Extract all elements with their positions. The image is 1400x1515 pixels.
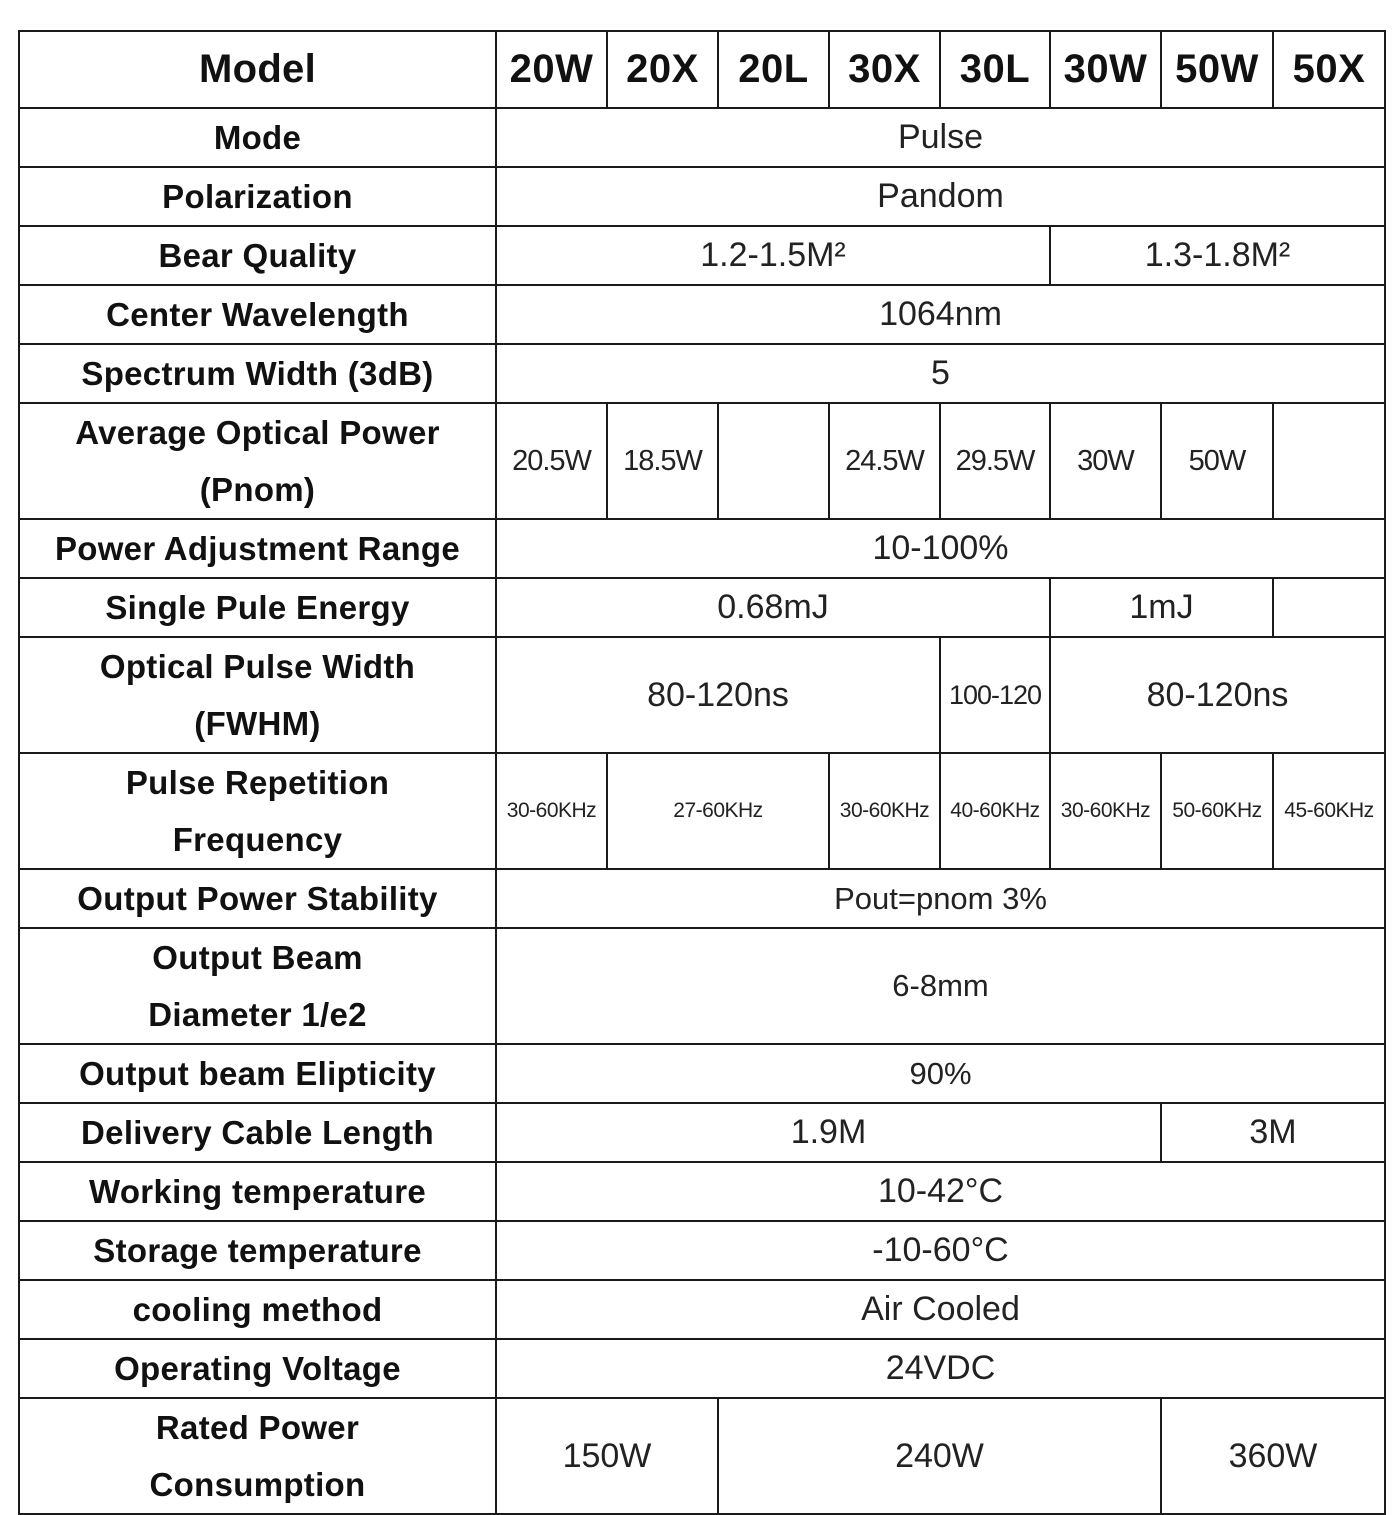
average-power-row: [19, 403, 1385, 519]
pulse-width-label: [19, 637, 496, 753]
rated-power-row: [19, 1398, 1385, 1514]
model-20w: 20W: [496, 31, 607, 108]
average-power-20x: 18.5W: [607, 403, 718, 519]
power-adjustment-label: Power Adjustment Range: [19, 519, 496, 578]
operating-voltage-label: Operating Voltage: [19, 1339, 496, 1398]
power-stability-value: Pout=pnom 3%: [496, 869, 1385, 928]
model-20x: 20X: [607, 31, 718, 108]
pulse-width-value-c: 80-120ns: [1050, 637, 1385, 753]
beam-diameter-label: [19, 928, 496, 1044]
average-power-label-line1: Average Optical Power: [75, 414, 440, 451]
pulse-energy-label: Single Pule Energy: [19, 578, 496, 637]
average-power-20l: [718, 403, 829, 519]
center-wavelength-label: Center Wavelength: [19, 285, 496, 344]
model-20l: 20L: [718, 31, 829, 108]
pulse-energy-row: [19, 578, 1385, 637]
repetition-frequency-row: [19, 753, 1385, 869]
repetition-frequency-50w: 50-60KHz: [1161, 753, 1273, 869]
spectrum-width-label: Spectrum Width (3dB): [19, 344, 496, 403]
power-adjustment-row: [19, 519, 1385, 578]
cable-length-label: Delivery Cable Length: [19, 1103, 496, 1162]
rated-power-label: [19, 1398, 496, 1514]
working-temperature-value: 10-42°C: [496, 1162, 1385, 1221]
cable-length-value-b: 3M: [1161, 1103, 1385, 1162]
model-50x: 50X: [1273, 31, 1385, 108]
cooling-method-label: cooling method: [19, 1280, 496, 1339]
working-temperature-label: Working temperature: [19, 1162, 496, 1221]
rated-power-value-a: 150W: [496, 1398, 718, 1514]
cooling-method-value: Air Cooled: [496, 1280, 1385, 1339]
average-power-30w: 30W: [1050, 403, 1161, 519]
repetition-frequency-label-line2: Frequency: [172, 821, 343, 858]
average-power-50w: 50W: [1161, 403, 1273, 519]
storage-temperature-row: [19, 1221, 1385, 1280]
repetition-frequency-label: [19, 753, 496, 869]
mode-label: Mode: [19, 108, 496, 167]
polarization-label: Polarization: [19, 167, 496, 226]
beam-quality-value-b: 1.3-1.8M²: [1050, 226, 1385, 285]
pulse-width-value-b: 100-120: [940, 637, 1050, 753]
rated-power-label-line2: Consumption: [149, 1466, 366, 1503]
storage-temperature-label: Storage temperature: [19, 1221, 496, 1280]
cable-length-value-a: 1.9M: [496, 1103, 1161, 1162]
rated-power-value-c: 360W: [1161, 1398, 1385, 1514]
repetition-frequency-label-line1: Pulse Repetition: [125, 764, 390, 801]
pulse-energy-value-c: [1273, 578, 1385, 637]
power-stability-label: Output Power Stability: [19, 869, 496, 928]
polarization-row: [19, 167, 1385, 226]
repetition-frequency-50x: 45-60KHz: [1273, 753, 1385, 869]
polarization-value: Pandom: [496, 167, 1385, 226]
power-adjustment-value: 10-100%: [496, 519, 1385, 578]
rated-power-label-line1: Rated Power: [155, 1409, 360, 1446]
beam-ellipticity-row: [19, 1044, 1385, 1103]
beam-quality-value-a: 1.2-1.5M²: [496, 226, 1050, 285]
average-power-30x: 24.5W: [829, 403, 940, 519]
rated-power-value-b: 240W: [718, 1398, 1161, 1514]
storage-temperature-value: -10-60°C: [496, 1221, 1385, 1280]
operating-voltage-row: [19, 1339, 1385, 1398]
beam-ellipticity-label: Output beam Elipticity: [19, 1044, 496, 1103]
operating-voltage-value: 24VDC: [496, 1339, 1385, 1398]
model-row: [19, 31, 1385, 108]
power-stability-row: [19, 869, 1385, 928]
mode-value: Pulse: [496, 108, 1385, 167]
average-power-label-line2: (Pnom): [199, 471, 316, 508]
spectrum-width-row: [19, 344, 1385, 403]
cooling-method-row: [19, 1280, 1385, 1339]
pulse-width-label-line2: (FWHM): [194, 705, 321, 742]
repetition-frequency-30w: 30-60KHz: [1050, 753, 1161, 869]
beam-diameter-row: [19, 928, 1385, 1044]
average-power-20w: 20.5W: [496, 403, 607, 519]
repetition-frequency-30x: 30-60KHz: [829, 753, 940, 869]
average-power-50x: [1273, 403, 1385, 519]
center-wavelength-value: 1064nm: [496, 285, 1385, 344]
beam-ellipticity-value: 90%: [496, 1044, 1385, 1103]
cable-length-row: [19, 1103, 1385, 1162]
pulse-width-label-line1: Optical Pulse Width: [99, 648, 416, 685]
model-30x: 30X: [829, 31, 940, 108]
beam-diameter-value: 6-8mm: [496, 928, 1385, 1044]
repetition-frequency-30l: 40-60KHz: [940, 753, 1050, 869]
beam-quality-row: [19, 226, 1385, 285]
pulse-energy-value-b: 1mJ: [1050, 578, 1273, 637]
center-wavelength-row: [19, 285, 1385, 344]
working-temperature-row: [19, 1162, 1385, 1221]
model-50w: 50W: [1161, 31, 1273, 108]
pulse-width-row: [19, 637, 1385, 753]
model-30l: 30L: [940, 31, 1050, 108]
beam-diameter-label-line2: Diameter 1/e2: [148, 996, 367, 1033]
repetition-frequency-20x-20l: 27-60KHz: [607, 753, 829, 869]
pulse-energy-value-a: 0.68mJ: [496, 578, 1050, 637]
beam-quality-label: Bear Quality: [19, 226, 496, 285]
spectrum-width-value: 5: [496, 344, 1385, 403]
pulse-width-value-a: 80-120ns: [496, 637, 940, 753]
average-power-30l: 29.5W: [940, 403, 1050, 519]
model-30w: 30W: [1050, 31, 1161, 108]
repetition-frequency-20w: 30-60KHz: [496, 753, 607, 869]
mode-row: [19, 108, 1385, 167]
model-label: Model: [19, 31, 496, 108]
spec-table: [18, 30, 1386, 1515]
average-power-label: [19, 403, 496, 519]
beam-diameter-label-line1: Output Beam: [152, 939, 363, 976]
